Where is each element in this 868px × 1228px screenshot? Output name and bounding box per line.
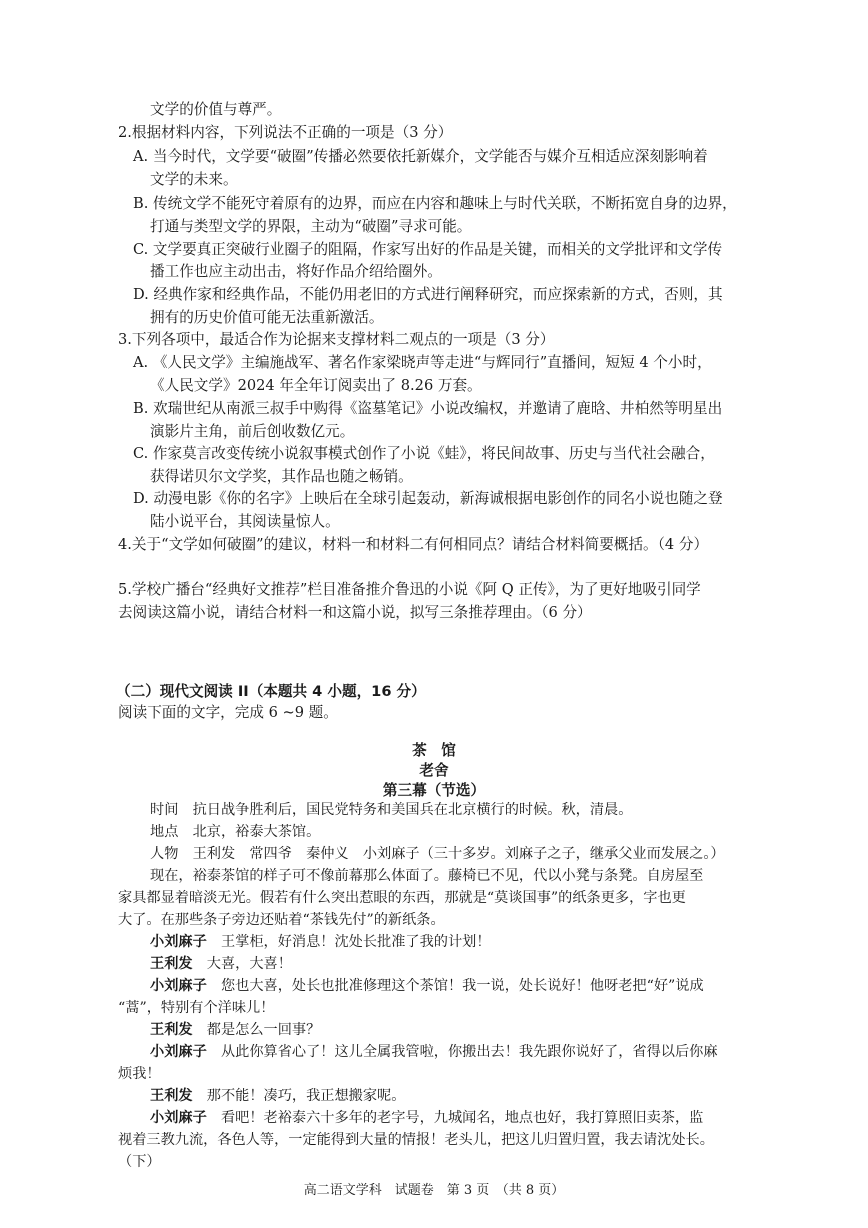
dialogue-text: 大喜，大喜！: [206, 956, 292, 972]
play-place-row: [150, 822, 320, 842]
characters-text: 王利发 常四爷 秦仲义 小刘麻子（三十多岁。刘麻子之子，继承父业而发展之。）: [192, 846, 725, 862]
q3-option-a-line1: A. 《人民文学》主编施战军、著名作家梁晓声等走进“与辉同行”直播间，短短 4 个小时，: [133, 354, 712, 371]
q3-option-c-line1: C. 作家莫言改变传统小说叙事模式创作了小说《蛙》，将民间故事、历史与当代社会融合，: [133, 445, 715, 462]
speaker-name: 王利发: [150, 956, 193, 972]
dialogue-continuation: “蒿”，特别有个洋味儿！: [118, 1000, 275, 1016]
dialogue-continuation: （下）: [118, 1154, 161, 1170]
speaker-name: 小刘麻子: [150, 1044, 207, 1060]
q2-stem: 2.根据材料内容，下列说法不正确的一项是（3 分）: [118, 124, 453, 141]
dialogue-line: [150, 976, 704, 996]
place-label: 地点: [150, 824, 179, 840]
q2-option-a-line1: A. 当今时代，文学要“破圈”传播必然要依托新媒介，文学能否与媒介互相适应深刻影响着: [133, 148, 708, 165]
dialogue-text: 看吧！老裕泰六十多年的老字号，九城闻名，地点也好，我打算照旧卖茶，监: [220, 1110, 704, 1126]
q3-option-b-line2: 演影片主角，前后创收数亿元。: [150, 423, 355, 440]
speaker-name: 小刘麻子: [150, 978, 207, 994]
q5-stem-line1: 5.学校广播台“经典好文推荐”栏目准备推介鲁迅的小说《阿 Q 正传》，为了更好地吸引同学: [118, 581, 701, 598]
q2-option-c-line1: C. 文学要真正突破行业圈子的阻隔，作家写出好的作品是关键，而相关的文学批评和文学传: [133, 241, 723, 258]
section-instruction: 阅读下面的文字，完成 6 ~9 题。: [118, 704, 338, 721]
q1-tail: 文学的价值与尊严。: [150, 101, 282, 118]
q2-option-d-line2: 拥有的历史价值可能无法重新激活。: [150, 309, 384, 326]
dialogue-line: [150, 1086, 405, 1106]
q2-option-a-line2: 文学的未来。: [150, 171, 238, 188]
q3-option-a-line2: 《人民文学》2024 年全年订阅卖出了 8.26 万套。: [150, 377, 482, 394]
q3-option-d-line1: D. 动漫电影《你的名字》上映后在全球引起轰动，新海诚根据电影创作的同名小说也随之登: [133, 490, 723, 507]
dialogue-line: [150, 1020, 320, 1040]
play-author: 老舍: [419, 762, 449, 779]
time-label: 时间: [150, 802, 179, 818]
page-footer: 高二语文学科 试题卷 第 3 页 （共 8 页）: [303, 1183, 565, 1198]
play-characters-row: [150, 844, 725, 864]
speaker-name: 小刘麻子: [150, 1110, 207, 1126]
dialogue-text: 王掌柜，好消息！沈处长批准了我的计划！: [220, 934, 491, 950]
characters-label: 人物: [150, 846, 179, 862]
speaker-name: 王利发: [150, 1022, 193, 1038]
place-text: 北京，裕泰大茶馆。: [192, 824, 321, 840]
dialogue-line: [150, 1108, 703, 1128]
dialogue-text: 那不能！凑巧，我正想搬家呢。: [206, 1088, 406, 1104]
q3-stem: 3.下列各项中，最适合作为论据来支撑材料二观点的一项是（3 分）: [118, 331, 555, 348]
dialogue-continuation: 烦我！: [118, 1066, 161, 1082]
scene-description-line2: 家具都显着暗淡无光。假若有什么突出惹眼的东西，那就是“莫谈国事”的纸条更多，字也更: [118, 890, 686, 906]
scene-description-line3: 大了。在那些条子旁边还贴着“茶钱先付”的新纸条。: [118, 912, 445, 928]
q5-stem-line2: 去阅读这篇小说，请结合材料一和这篇小说，拟写三条推荐理由。（6 分）: [118, 604, 592, 621]
scene-description-line1: 现在，裕泰茶馆的样子可不像前幕那么体面了。藤椅已不见，代以小凳与条凳。自房屋至: [150, 868, 704, 884]
dialogue-continuation: 视着三教九流，各色人等，一定能得到大量的情报！老头儿，把这儿归置归置，我去请沈处长。: [118, 1132, 714, 1148]
dialogue-line: [150, 1042, 718, 1062]
play-time-row: [150, 800, 632, 820]
q3-option-c-line2: 获得诺贝尔文学奖，其作品也随之畅销。: [150, 468, 413, 485]
play-title: 茶 馆: [412, 742, 456, 759]
q2-option-b-line1: B. 传统文学不能死守着原有的边界，而应在内容和趣味上与时代关联，不断拓宽自身的边界，: [133, 195, 737, 212]
q2-option-d-line1: D. 经典作家和经典作品，不能仍用老旧的方式进行阐释研究，而应探索新的方式，否则，其: [133, 286, 723, 303]
q3-option-d-line2: 陆小说平台，其阅读量惊人。: [150, 513, 340, 530]
q2-option-b-line2: 打通与类型文学的界限，主动为“破圈”寻求可能。: [150, 218, 472, 235]
q3-option-b-line1: B. 欢瑞世纪从南派三叔手中购得《盗墓笔记》小说改编权，并邀请了鹿晗、井柏然等明星出: [133, 400, 723, 417]
dialogue-text: 您也大喜，处长也批准修理这个茶馆！我一说，处长说好！他呀老把“好”说成: [220, 978, 704, 994]
q2-option-c-line2: 播工作也应主动出击，将好作品介绍给圈外。: [150, 263, 442, 280]
dialogue-line: [150, 954, 292, 974]
q4-stem: 4.关于“文学如何破圈”的建议，材料一和材料二有何相同点？请结合材料简要概括。（4 分）: [118, 536, 709, 553]
dialogue-line: [150, 932, 491, 952]
speaker-name: 王利发: [150, 1088, 193, 1104]
play-act: 第三幕（节选）: [382, 782, 486, 799]
dialogue-text: 都是怎么一回事？: [206, 1022, 321, 1038]
speaker-name: 小刘麻子: [150, 934, 207, 950]
time-text: 抗日战争胜利后，国民党特务和美国兵在北京横行的时候。秋，清晨。: [192, 802, 633, 818]
dialogue-text: 从此你算省心了！这儿全属我管啦，你搬出去！我先跟你说好了，省得以后你麻: [220, 1044, 718, 1060]
section-heading: （二）现代文阅读 II（本题共 4 小题，16 分）: [116, 683, 426, 700]
